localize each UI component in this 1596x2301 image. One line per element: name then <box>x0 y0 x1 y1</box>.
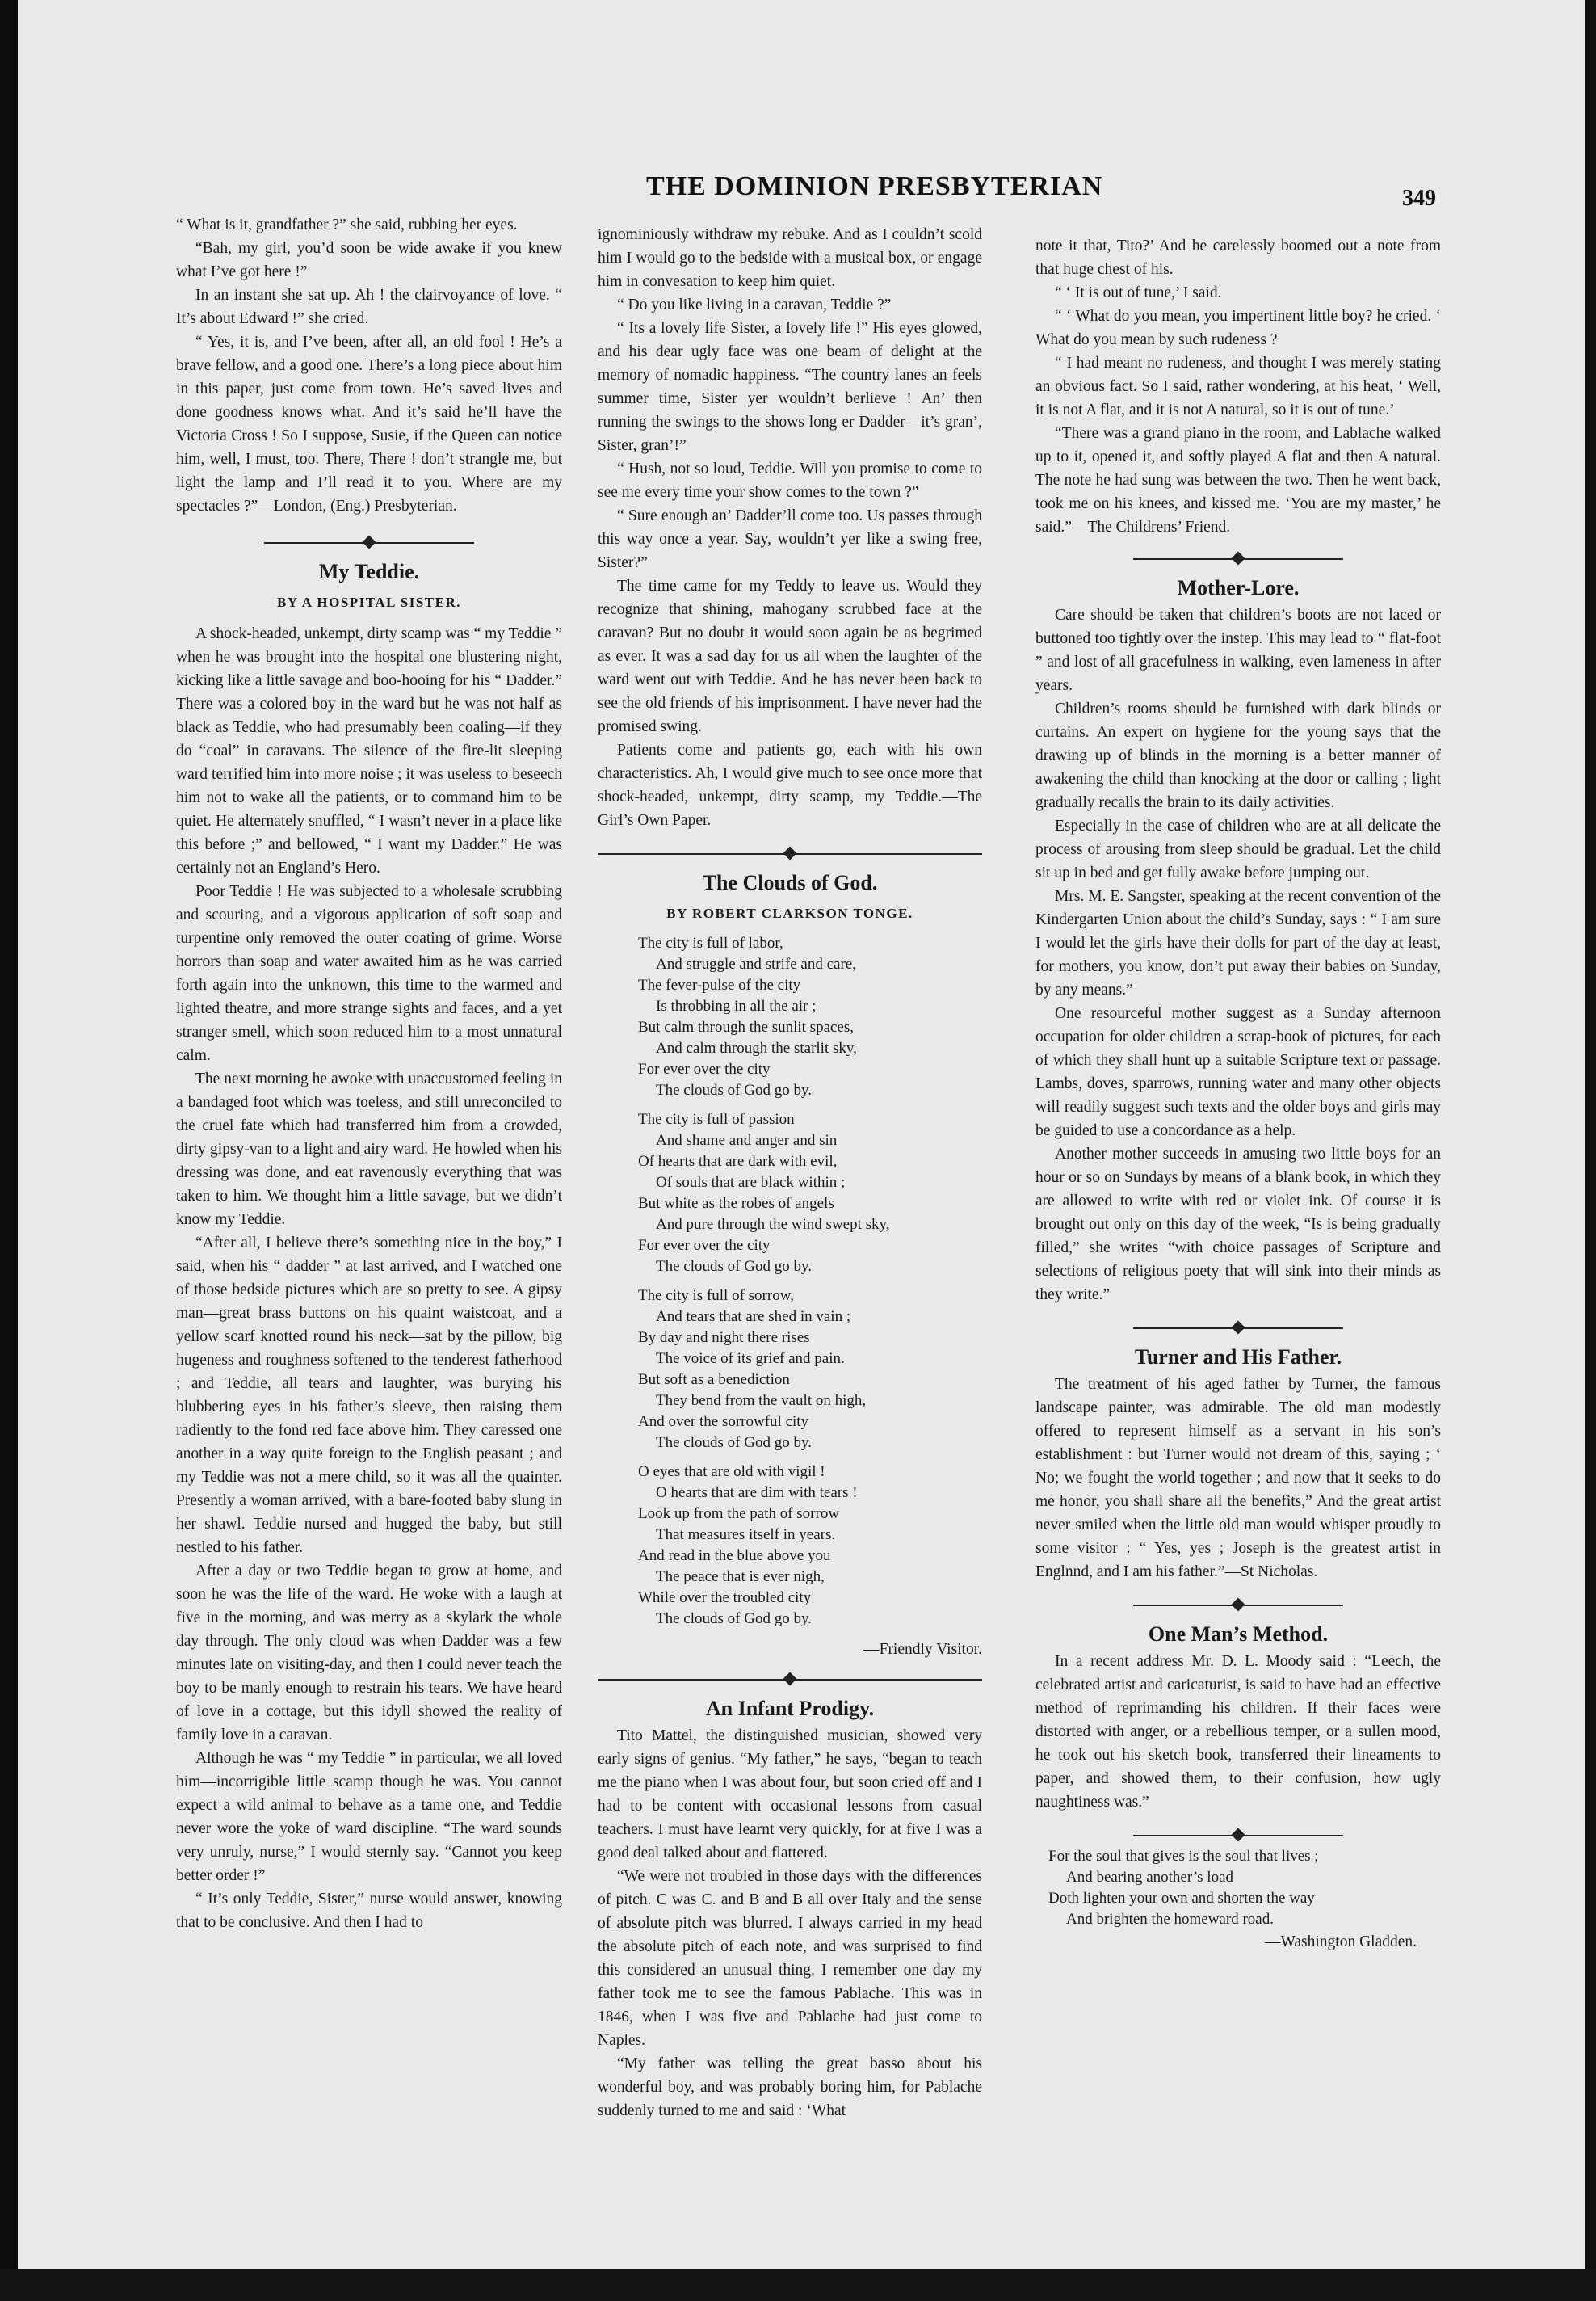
poem-line: The city is full of sorrow, <box>638 1287 794 1304</box>
column-1 <box>176 213 562 1934</box>
paragraph: Mrs. M. E. Sangster, speaking at the recent convention of the Kindergarten Union about the child’s Sunday, says : “ I am sure I would let the girls have their dolls for part of the day at least, for mothers, you know, don’t put away their babies on Sunday, by any means.” <box>1035 888 1441 999</box>
byline: BY ROBERT CLARKSON TONGE. <box>666 906 914 921</box>
poem-line: The fever-pulse of the city <box>638 977 801 994</box>
article-title-one-mans-method: One Man’s Method. <box>1148 1622 1329 1646</box>
paragraph: “ Its a lovely life Sister, a lovely life !” His eyes glowed, and his dear ugly face was one beam of delight at the memory of nomadic happiness. “The country lanes an feels summer time, Sister yer wouldn’t berlieve ! An’ then running the swings to the shows long er Dadder—it’s gran’, Sister, gran’!” <box>598 320 982 454</box>
poem-line: And calm through the starlit sky, <box>656 1040 857 1057</box>
paragraph: “ It’s only Teddie, Sister,” nurse would answer, knowing that to be conclusive. And then I had to <box>176 1891 562 1931</box>
paragraph: “ What is it, grandfather ?” she said, rubbing her eyes. <box>176 217 518 233</box>
paragraph: The treatment of his aged father by Turner, the famous landscape painter, was admirable. The old man modestly offered to represent himself as a servant in his son’s establishment : but Turner would not dream of this, saying ; ‘ No; we fought the world together ; and now that it seeks to do me honor, you shall share all the benefits,” And the great artist never smiled when the little old man would whisper proudly to some visitor : “ Yes, yes ; Joseph is the greatest artist in Englnnd, and I am his father.”—St Nicholas. <box>1035 1376 1441 1580</box>
paragraph: In an instant she sat up. Ah ! the clairvoyance of love. “ It’s about Edward !” she cried. <box>176 287 562 327</box>
poem-stanza <box>638 933 982 1101</box>
poem <box>598 933 982 1630</box>
section-divider <box>264 532 474 553</box>
poem-line: And bearing another’s load <box>1066 1869 1234 1886</box>
poem-line: The clouds of God go by. <box>656 1434 812 1451</box>
paragraph: One resourceful mother suggest as a Sunday afternoon occupation for older children a scrap-book of pictures, for each of which they shall hunt up a suitable Scripture text or passage. Lambs, doves, sparrows, running water and many other objects will readily suggest such texts and the older boys and girls may be guided to use a concordance as a help. <box>1035 1005 1441 1139</box>
paragraph: “We were not troubled in those days with the differences of pitch. C was C. and B and B all over Italy and the sense of absolute pitch was blurred. I always carried in my head the absolute pitch of each note, and was surprised to find this considered an unusual thing. I remember one day my father took me to see the famous Pablache. This was in 1846, when I was five and Pablache had just come to Naples. <box>598 1868 982 2049</box>
poem-line: The city is full of passion <box>638 1111 795 1128</box>
poem-line: And shame and anger and sin <box>656 1132 838 1149</box>
poem-line: For ever over the city <box>638 1061 771 1078</box>
paragraph: Poor Teddie ! He was subjected to a wholesale scrubbing and scouring, and a vigorous application of soft soap and turpentine only removed the outer coating of grime. Worse horrors than soap and water awaited him as he was carried forth again into the unknown, this time to the warmed and lighted theatre, and more strange sights and faces, and a yet stranger smell, which soon reduced him to a most unnatural calm. <box>176 883 562 1064</box>
poem-line: While over the troubled city <box>638 1589 812 1606</box>
poem-line: Look up from the path of sorrow <box>638 1505 840 1522</box>
poem-line: By day and night there rises <box>638 1329 810 1346</box>
paragraph: note it that, Tito?’ And he carelessly boomed out a note from that huge chest of his. <box>1035 238 1441 278</box>
poem-stanza <box>638 1285 982 1453</box>
paragraph: A shock-headed, unkempt, dirty scamp was “ my Teddie ” when he was brought into the hospital one blustering night, kicking like a little savage and boo-hooing for his “ Dadder.” There was a colored boy in the ward but he was not half as black as Teddie, who had presumably been coaling—if they do “coal” in caravans. The silence of the fire-lit sleeping ward terrified him into more noise ; it was useless to beseech him not to wake all the patients, or to command him to be quiet. He alternately snuffled, “ I wasn’t never in a place like this before ;” and bellowed, “ I want my Dadder.” He was certainly not an England’s Hero. <box>176 625 562 877</box>
poem-line: The clouds of God go by. <box>656 1082 812 1099</box>
paragraph: Tito Mattel, the distinguished musician, showed very early signs of genius. “My father,” he says, “began to teach me the piano when I was about four, but soon cried off and I had to be content with occasional lessons from casual teachers. I must have learnt very quickly, for at five I was a good deal talked about and flattered. <box>598 1727 982 1861</box>
page-number: 349 <box>1402 186 1436 211</box>
paragraph: “My father was telling the great basso about his wonderful boy, and was probably boring him, for Pablache suddenly turned to me and said : ‘What <box>598 2055 982 2119</box>
paragraph: After a day or two Teddie began to grow at home, and soon he was the life of the ward. He woke with a laugh at five in the morning, and was merry as a skylark the whole day through. The only cloud was when Dadder was a few minutes late on visiting-day, and then I could never teach the boy to be manly enough to restrain his tears. We have heard of love in a cottage, but this idyll showed the reality of family love in a caravan. <box>176 1563 562 1744</box>
poem-line: The city is full of labor, <box>638 935 783 952</box>
poem-line: And pure through the wind swept sky, <box>656 1216 890 1233</box>
paragraph: “After all, I believe there’s something nice in the boy,” I said, when his “ dadder ” at last arrived, and I watched one of those bedside pictures which are so pretty to see. A gipsy man—great brass buttons on his quaint waistcoat, and a yellow scarf knotted round his neck—sat by the pillow, big hugeness and roughness softened to the tenderest fatherhood ; and Teddie, all tears and laughter, was burying his blubbering eyes in his father’s sleeve, then raising them radiently to the fond red face above him. They caressed one another in a way quite foreign to the English peasant ; and my Teddie was not a mere child, so it was all the quainter. Presently a woman arrived, with a bare-footed baby slung in her shawl. Teddie nursed and hugged the baby, but still nestled to his father. <box>176 1235 562 1556</box>
section-divider <box>598 843 982 864</box>
poem-line: They bend from the vault on high, <box>656 1392 867 1409</box>
paragraph: “ Do you like living in a caravan, Teddie ?” <box>617 297 892 313</box>
poem-line: But soft as a benediction <box>638 1371 790 1388</box>
paragraph: In a recent address Mr. D. L. Moody said : “Leech, the celebrated artist and caricaturist, is said to have had an effective method of reprimanding his children. If their faces were distorted with anger, or a rebellious temper, or a sullen mood, he took out his sketch book, transferred their lineaments to paper, and showed them, to their confusion, how ugly naughtiness was.” <box>1035 1653 1441 1811</box>
paragraph: Another mother succeeds in amusing two little boys for an hour or so on Sundays by means of a blank book, in which they are allowed to write with red or violet ink. Of course it is brought out only on this day of the week, “Is is being gradually filled,” she writes “with choice passages of Scripture and selections of religious poety that will sink into their minds as they write.” <box>1035 1146 1441 1303</box>
paragraph: Children’s rooms should be furnished with dark blinds or curtains. An expert on hygiene for the young says that the drawing up of blinds in the morning is a better manner of awakening the child than knocking at the door or calling ; light gradually recalls the brain to its daily activities. <box>1035 700 1441 811</box>
poem-line: But calm through the sunlit spaces, <box>638 1019 855 1036</box>
paragraph: “ Sure enough an’ Dadder’ll come too. Us passes through this way once a year. Say, wouldn’t yer like a swing free, Sister?” <box>598 507 982 571</box>
attribution: —Washington Gladden. <box>1265 1933 1417 1950</box>
paragraph: “ ‘ What do you mean, you impertinent little boy? he cried. ‘ What do you mean by such rudeness ? <box>1035 308 1441 348</box>
poem-line: O eyes that are old with vigil ! <box>638 1463 825 1480</box>
section-divider <box>1133 549 1343 570</box>
paragraph: “ Hush, not so loud, Teddie. Will you promise to come to see me every time your show comes to the town ?” <box>598 461 982 501</box>
section-divider <box>1133 1595 1343 1616</box>
paragraph: “There was a grand piano in the room, and Lablache walked up to it, opened it, and softly played A flat and then A natural. The note he had sung was between the two. Then he went back, took me on his knees, and kissed me. ‘You are my master,’ he said.”—The Childrens’ Friend. <box>1035 425 1441 536</box>
poem-line: The voice of its grief and pain. <box>656 1350 845 1367</box>
scan-border-right <box>1585 0 1596 2301</box>
section-divider <box>1133 1318 1343 1339</box>
poem-line: That measures itself in years. <box>656 1526 836 1543</box>
article-title-clouds-of-god: The Clouds of God. <box>702 871 878 894</box>
paragraph: The time came for my Teddy to leave us. Would they recognize that shining, mahogany scrubbed face at the caravan? But no doubt it would soon again be as begrimed as ever. It was a sad day for us all when the laughter of the ward went out with Teddie. And he has never been back to see the old friends of his imprisonment. I have never had the promised swing. <box>598 578 982 735</box>
article-title-mother-lore: Mother-Lore. <box>1177 576 1300 599</box>
poem-line: And over the sorrowful city <box>638 1413 809 1430</box>
paragraph: “Bah, my girl, you’d soon be wide awake if you knew what I’ve got here !” <box>176 240 562 280</box>
paragraph: “ ‘ It is out of tune,’ I said. <box>1055 284 1222 301</box>
running-header-title: THE DOMINION PRESBYTERIAN <box>646 171 1103 201</box>
scan-border-bottom <box>0 2269 1596 2301</box>
paragraph: ignominiously withdraw my rebuke. And as I couldn’t scold him I would go to the bedside with a musical box, or engage him in convesation to keep him quiet. <box>598 226 982 290</box>
paragraph: Although he was “ my Teddie ” in particular, we all loved him—incorrigible little scamp though he was. You cannot expect a wild animal to behave as a tame one, and Teddie never wore the yoke of ward discipline. “The ward sounds very unruly, nurse,” I would sternly say. “Cannot you keep better order !” <box>176 1750 562 1884</box>
section-divider <box>1133 1825 1343 1846</box>
poem-line: O hearts that are dim with tears ! <box>656 1484 858 1501</box>
poem-line: And tears that are shed in vain ; <box>656 1308 851 1325</box>
poem-line: The clouds of God go by. <box>656 1258 812 1275</box>
poem-line: Is throbbing in all the air ; <box>656 998 817 1015</box>
poem-line: Of hearts that are dark with evil, <box>638 1153 838 1170</box>
paragraph: The next morning he awoke with unaccustomed feeling in a bandaged foot which was toeless, and still unreconciled to the cruel fate which had transferred him from a crowded, dirty gipsy-van to a light and airy ward. He howled when his dressing was done, and eat ravenously everything that was taken to him. We thought him a little savage, but we didn’t know my Teddie. <box>176 1071 562 1228</box>
paragraph: Care should be taken that children’s boots are not laced or buttoned too tightly over the instep. This may lead to “ flat-foot ” and lost of all gracefulness in walking, even lameness in after years. <box>1035 607 1441 694</box>
poem-line: And read in the blue above you <box>638 1547 831 1564</box>
scan-border-left <box>0 0 18 2301</box>
poem-line: The peace that is ever nigh, <box>656 1568 825 1585</box>
attribution: —Friendly Visitor. <box>863 1641 982 1658</box>
poem-line: For the soul that gives is the soul that lives ; <box>1048 1848 1319 1865</box>
article-title-my-teddie: My Teddie. <box>318 560 420 583</box>
poem-line: And brighten the homeward road. <box>1066 1911 1274 1928</box>
article-title-infant-prodigy: An Infant Prodigy. <box>705 1697 875 1720</box>
paragraph: “ Yes, it is, and I’ve been, after all, an old fool ! He’s a brave fellow, and a good one. There’s a long piece about him in this paper, just come from town. He’s saved lives and done goodness knows what. And it’s said he’ll have the Victoria Cross ! So I suppose, Susie, if the Queen can notice him, well, I must, too. There, There ! don’t strangle me, but light the lamp and I’ll read it to you. Where are my spectacles ?”—London, (Eng.) Presbyterian. <box>176 334 562 515</box>
closing-poem <box>1035 1846 1441 1930</box>
column-3 <box>1035 234 1441 1954</box>
paragraph: Especially in the case of children who are at all delicate the process of arousing from sleep should be gradual. Let the child sit up in bed and get fully awake before jumping out. <box>1035 818 1441 881</box>
section-divider <box>598 1669 982 1690</box>
poem-line: Doth lighten your own and shorten the way <box>1048 1890 1315 1907</box>
article-title-turner: Turner and His Father. <box>1134 1345 1342 1369</box>
poem-line: For ever over the city <box>638 1237 771 1254</box>
paragraph: Patients come and patients go, each with his own characteristics. Ah, I would give much to see once more that shock-headed, unkempt, dirty scamp, my Teddie.—The Girl’s Own Paper. <box>598 742 982 829</box>
paragraph: “ I had meant no rudeness, and thought I was merely stating an obvious fact. So I said, rather wondering, at his heat, ‘ Well, it is not A flat, and it is not A natural, so it is out of tune.’ <box>1035 355 1441 419</box>
byline: BY A HOSPITAL SISTER. <box>276 595 462 610</box>
poem-line: And struggle and strife and care, <box>656 956 856 973</box>
column-2 <box>598 223 982 2122</box>
poem-line: The clouds of God go by. <box>656 1610 812 1627</box>
poem-line: Of souls that are black within ; <box>656 1174 846 1191</box>
poem-stanza <box>638 1109 982 1277</box>
poem-stanza <box>638 1462 982 1630</box>
poem-line: But white as the robes of angels <box>638 1195 834 1212</box>
